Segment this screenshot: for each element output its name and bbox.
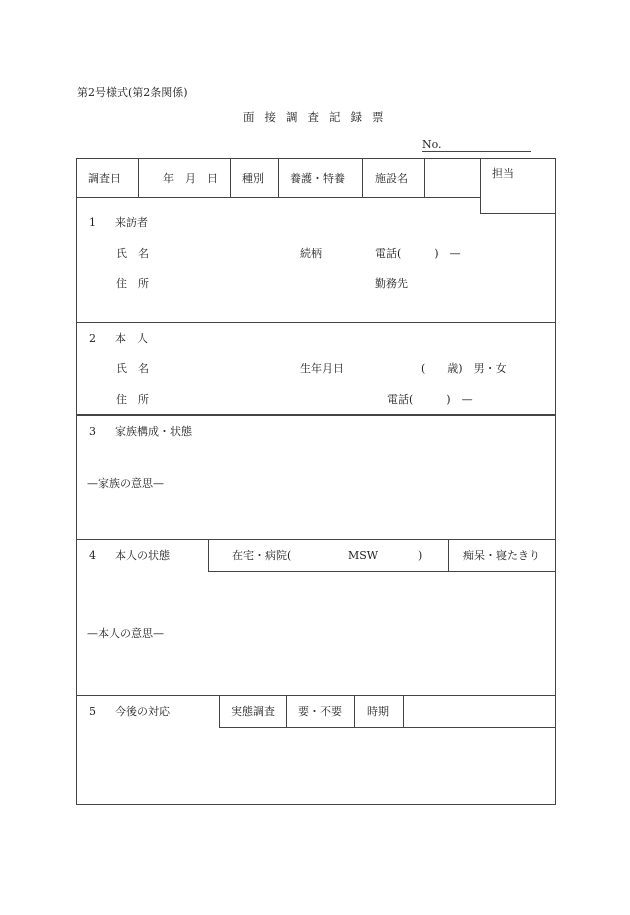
s4-divider-2 <box>448 539 449 571</box>
top-divider-1 <box>138 158 139 197</box>
s1-heading: 来訪者 <box>115 216 148 229</box>
staff-label: 担当 <box>492 167 514 180</box>
s4-divider-1 <box>208 539 209 571</box>
s4-number: 4 <box>89 549 96 562</box>
s5-number: 5 <box>89 705 96 718</box>
type-label: 種別 <box>242 172 264 185</box>
s4-location: 在宅・病院( <box>232 549 292 562</box>
top-row-bottom <box>76 197 480 198</box>
s4-bottom <box>76 695 556 696</box>
s5-need: 要・不要 <box>298 705 342 718</box>
s2-birth-label: 生年月日 <box>300 362 344 375</box>
frame-left <box>76 158 77 804</box>
s4-header-bottom <box>208 571 555 572</box>
s1-relation-label: 続柄 <box>300 247 322 260</box>
s1-phone-label: 電話( ) — <box>375 247 461 260</box>
staff-box-bottom <box>480 213 555 214</box>
survey-date-label: 調査日 <box>88 172 121 185</box>
s5-timing: 時期 <box>367 705 389 718</box>
s1-workplace-label: 勤務先 <box>375 277 408 290</box>
s5-divider-2 <box>286 695 287 727</box>
s2-bottom <box>76 414 556 416</box>
s3-family-intent: —家族の意思— <box>87 477 164 490</box>
frame-top <box>76 158 556 159</box>
top-divider-5 <box>424 158 425 197</box>
s5-divider-1 <box>219 695 220 727</box>
s5-divider-4 <box>403 695 404 727</box>
s4-paren-close: ) <box>418 549 423 562</box>
s5-survey: 実態調査 <box>231 705 275 718</box>
s2-heading: 本 人 <box>115 332 148 345</box>
s2-age-sex: ( 歳) 男・女 <box>421 362 507 375</box>
number-underline <box>422 151 531 152</box>
s2-number: 2 <box>89 332 96 345</box>
s1-name-label: 氏 名 <box>116 247 149 260</box>
top-divider-4 <box>362 158 363 197</box>
s2-name-label: 氏 名 <box>116 362 149 375</box>
s5-heading: 今後の対応 <box>115 705 170 718</box>
top-divider-3 <box>278 158 279 197</box>
s1-address-label: 住 所 <box>116 277 149 290</box>
s1-number: 1 <box>89 216 96 229</box>
number-label: No. <box>422 138 442 151</box>
s5-divider-3 <box>354 695 355 727</box>
s4-self-intent: —本人の意思— <box>87 627 164 640</box>
date-ymd-label: 年 月 日 <box>163 172 218 185</box>
type-value: 養護・特養 <box>290 172 345 185</box>
s4-heading: 本人の状態 <box>115 549 170 562</box>
s5-header-bottom <box>219 727 555 728</box>
s3-bottom <box>76 539 556 540</box>
facility-label: 施設名 <box>375 172 408 185</box>
staff-box-left <box>480 158 481 213</box>
s1-bottom <box>76 322 556 323</box>
s4-msw: MSW <box>348 549 379 562</box>
frame-right <box>555 158 556 804</box>
s2-phone-label: 電話( ) — <box>387 393 473 406</box>
s3-number: 3 <box>89 425 96 438</box>
frame-bottom <box>76 804 556 805</box>
form-number-label: 第2号様式(第2条関係) <box>77 86 188 99</box>
s4-condition: 痴呆・寝たきり <box>463 549 540 562</box>
top-divider-2 <box>230 158 231 197</box>
s3-heading: 家族構成・状態 <box>115 425 192 438</box>
s2-address-label: 住 所 <box>116 393 149 406</box>
page-title: 面接調査記録票 <box>243 110 394 124</box>
